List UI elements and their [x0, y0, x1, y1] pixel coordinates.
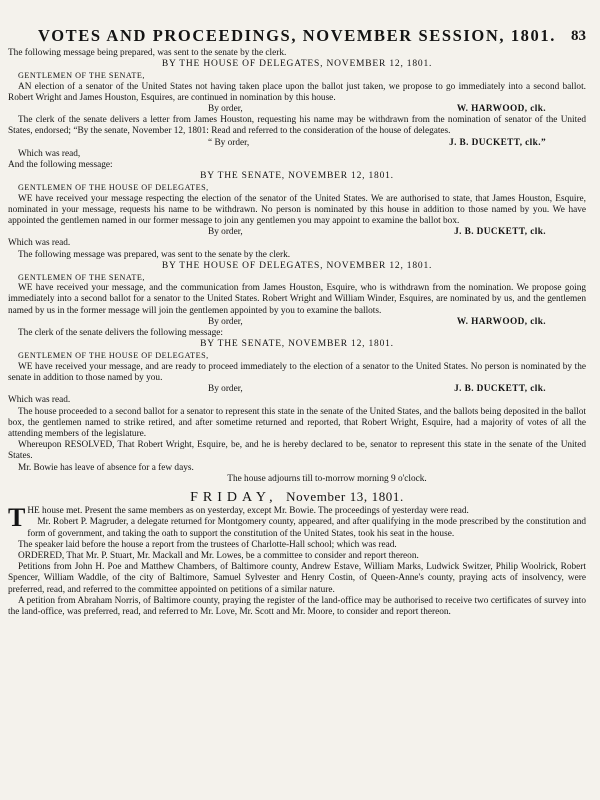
signature-line	[8, 104, 586, 115]
paragraph: Which was read,	[18, 148, 81, 159]
signature-by-order: By order,	[208, 104, 243, 115]
paragraph: Whereupon RESOLVED, That Robert Wright, Esquire, be, and he is hereby declared to be, senator to represent this state in the senate of the United States.	[8, 440, 586, 462]
paragraph: Petitions from John H. Poe and Matthew Chambers, of Baltimore county, Andrew Estave, William Marks, Ludwick Switzer, Philip Woolrick, Robert Spencer, William Waddle, of the city of Baltimore, Samuel Sylvester and Henry Costin, of Queen-Anne's county, praying acts of insolvency, were preferred, read, and referred to the committee appointed on petitions of a similar nature.	[8, 562, 586, 595]
salutation: GENTLEMEN OF THE SENATE,	[18, 71, 145, 81]
signature-by-order: “ By order,	[208, 137, 250, 148]
paragraph: The following message being prepared, was sent to the senate by the clerk.	[8, 48, 287, 58]
paragraph: WE have received your message, and are ready to proceed immediately to the election of a senator to the United States. No person is nominated by the senate in addition to those named by you.	[8, 361, 586, 383]
paragraph: The house proceeded to a second ballot for a senator to represent this state in the senate of the United States, and the ballots being deposited in the ballot box, the gentlemen named to strike retired, and after sometime returned and reported, that Robert Wright, Esquire, had a majority of votes of all the attending members of the legislature.	[8, 406, 586, 439]
paragraph: Which was read.	[8, 395, 71, 406]
house-heading: BY THE HOUSE OF DELEGATES, NOVEMBER 12, 1801.	[161, 260, 433, 271]
document-body	[8, 48, 586, 618]
paragraph: AN election of a senator of the United States not having taken place upon the ballot just taken, we propose to go immediately into a second ballot. Robert Wright and James Houston, Esquires, are continued in nomination by this house.	[8, 81, 586, 103]
salutation: GENTLEMEN OF THE HOUSE OF DELEGATES,	[18, 183, 209, 193]
drop-cap: T	[8, 503, 26, 533]
house-heading: BY THE HOUSE OF DELEGATES, NOVEMBER 12, 1801.	[161, 59, 433, 70]
signature-by-order: By order,	[208, 227, 243, 238]
proceedings-november-13	[8, 503, 586, 618]
signature-line	[8, 227, 586, 238]
signature-line	[8, 384, 586, 395]
house-heading: BY THE SENATE, NOVEMBER 12, 1801.	[200, 339, 394, 350]
page-header	[8, 26, 586, 46]
salutation: GENTLEMEN OF THE HOUSE OF DELEGATES,	[18, 351, 209, 361]
paragraph: ORDERED, That Mr. P. Stuart, Mr. Mackall and Mr. Lowes, be a committee to consider and report thereon.	[18, 550, 419, 561]
adjournment: The house adjourns till to-morrow morning 9 o'clock.	[227, 473, 427, 484]
signature-by-order: By order,	[208, 316, 243, 327]
signature-by-order: By order,	[208, 384, 243, 395]
page-number: 83	[571, 28, 586, 44]
house-heading: BY THE SENATE, NOVEMBER 12, 1801.	[200, 171, 394, 182]
paragraph: A petition from Abraham Norris, of Baltimore county, praying the register of the land-office may be authorised to receive two certificates of survey into the land-office, was preferred, read, and referred to Mr. Love, Mr. Scott and Mr. Moore, to consider and report thereon.	[8, 595, 586, 617]
signature-clerk: W. HARWOOD, clk.	[456, 104, 546, 115]
day-name: FRIDAY,	[190, 489, 278, 505]
paragraph: Mr. Robert P. Magruder, a delegate returned for Montgomery county, appeared, and after qualifying in the mode prescribed by the constitution and form of government, and taking the oath to support the constitution of the United States, took his seat in the house.	[27, 517, 586, 539]
paragraph: Which was read.	[8, 238, 71, 249]
paragraph: The clerk of the senate delivers the following message:	[18, 328, 223, 339]
paragraph: The following message was prepared, was sent to the senate by the clerk.	[18, 249, 291, 260]
paragraph: WE have received your message respecting the election of the senator of the United States. We are authorised to state, that James Houston, Esquire, nominated in your message, requests his name to be withdrawn. No person is nominated by this house in addition to those named by you. We have appointed the gentlemen named in our former message to join any gentlemen you may appoint to examine the ballot box.	[8, 193, 586, 227]
signature-line	[8, 317, 586, 328]
proceedings-november-12	[8, 48, 586, 485]
paragraph: The clerk of the senate delivers a letter from James Houston, requesting his name may be withdrawn from the nomination of senator of the United States, endorsed; “By the senate, November 12, 1801: Read and referred to the consideration of the house of delegates.	[8, 115, 586, 137]
signature-clerk: W. HARWOOD, clk.	[456, 316, 546, 327]
salutation: GENTLEMEN OF THE SENATE,	[18, 273, 145, 283]
signature-clerk: J. B. DUCKETT, clk.”	[449, 137, 546, 148]
page-title: VOTES AND PROCEEDINGS, NOVEMBER SESSION, 1801.	[38, 26, 556, 45]
signature-clerk: J. B. DUCKETT, clk.	[454, 384, 546, 395]
paragraph: And the following message:	[8, 160, 113, 171]
signature-clerk: J. B. DUCKETT, clk.	[454, 227, 546, 238]
day-heading	[8, 488, 586, 505]
paragraph: WE have received your message, and the communication from James Houston, Esquire, who is withdrawn from the nomination. We propose going immediately into a second ballot for a senator to the United States. Robert Wright and William Winder, Esquires, are nominated by us, and the gentlemen named by us in the former message will join the gentlemen appointed by you to examine the ballots.	[8, 283, 586, 316]
paragraph: Mr. Bowie has leave of absence for a few days.	[18, 462, 194, 473]
paragraph: The speaker laid before the house a report from the trustees of Charlotte-Hall school; which was read.	[18, 539, 397, 550]
paragraph-text: HE house met. Present the same members as on yesterday, except Mr. Bowie. The proceedings of yesterday were read.	[27, 506, 469, 517]
day-date: November 13, 1801.	[286, 488, 404, 504]
signature-line	[8, 138, 586, 149]
